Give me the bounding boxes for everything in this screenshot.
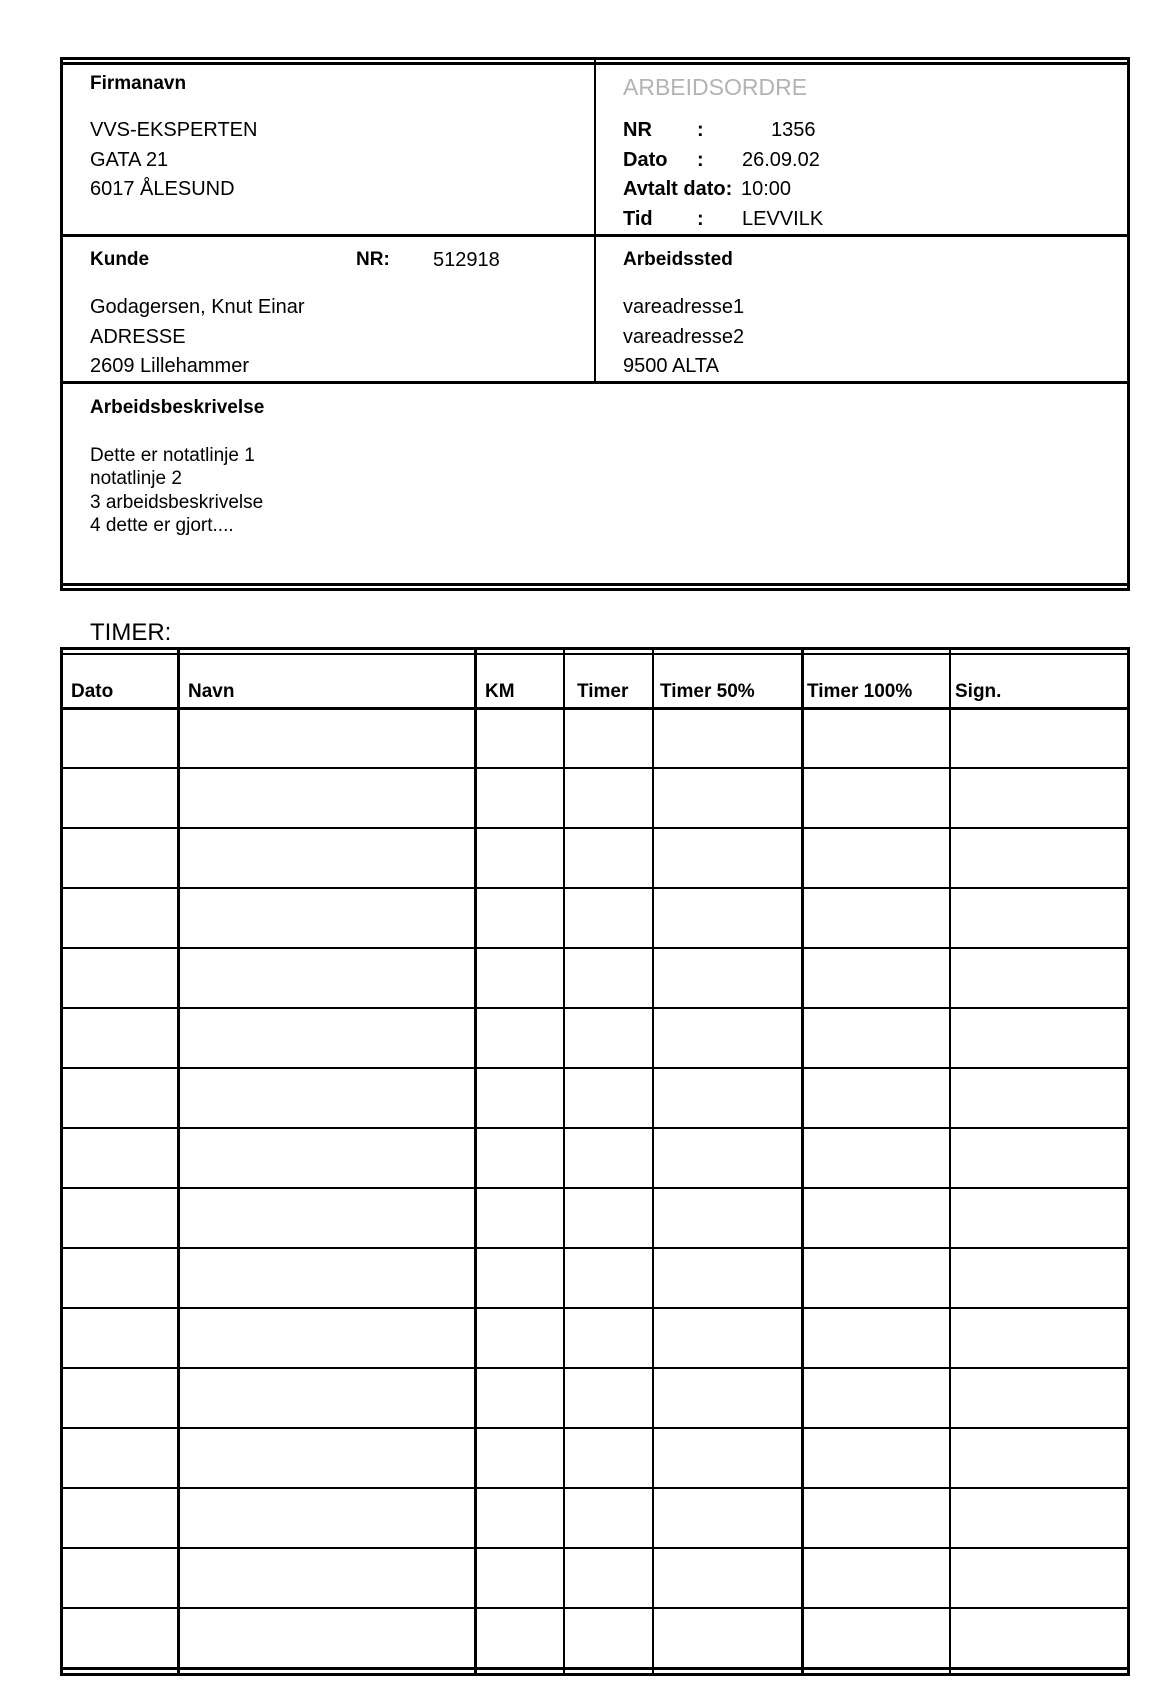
table-cell <box>477 1310 563 1366</box>
table-cell <box>477 1130 563 1186</box>
table-cell <box>477 890 563 946</box>
customer-line: ADRESSE <box>90 326 186 348</box>
table-cell <box>180 1610 474 1666</box>
table-cell <box>804 830 949 886</box>
table-cell <box>655 830 801 886</box>
worksite-line: 9500 ALTA <box>623 355 719 377</box>
table-cell <box>63 710 177 766</box>
table-cell <box>477 1010 563 1066</box>
order-nr-value: 1356 <box>771 119 816 141</box>
table-cell <box>804 1010 949 1066</box>
table-cell <box>180 1130 474 1186</box>
table-cell <box>655 1550 801 1606</box>
divider <box>60 647 1130 650</box>
table-cell <box>180 1550 474 1606</box>
order-time-value: LEVVILK <box>742 208 824 230</box>
table-row <box>60 887 1130 947</box>
table-row <box>60 827 1130 887</box>
table-row <box>60 1307 1130 1367</box>
order-field-label: NR <box>623 119 652 141</box>
table-cell <box>655 1250 801 1306</box>
order-field-label: Avtalt dato: <box>623 178 733 200</box>
table-cell <box>566 1550 652 1606</box>
table-cell <box>804 1070 949 1126</box>
order-field-sep: : <box>697 119 704 141</box>
description-heading: Arbeidsbeskrivelse <box>90 397 265 418</box>
order-appointment-value: 10:00 <box>741 178 792 200</box>
column-header: Navn <box>188 681 235 702</box>
table-cell <box>655 1010 801 1066</box>
worksite-line: vareadresse2 <box>623 326 745 348</box>
column-header: Dato <box>71 681 114 702</box>
table-cell <box>180 890 474 946</box>
table-cell <box>655 1370 801 1426</box>
table-cell <box>804 1550 949 1606</box>
order-date-value: 26.09.02 <box>742 149 820 171</box>
table-cell <box>804 1430 949 1486</box>
table-cell <box>655 950 801 1006</box>
column-header: KM <box>485 681 515 702</box>
order-field-sep: : <box>697 149 704 171</box>
table-cell <box>804 710 949 766</box>
table-row <box>60 767 1130 827</box>
table-cell <box>952 770 1127 826</box>
table-cell <box>477 1610 563 1666</box>
table-cell <box>477 710 563 766</box>
description-line: notatlinje 2 <box>90 468 182 489</box>
table-cell <box>655 1610 801 1666</box>
table-cell <box>655 1430 801 1486</box>
table-row <box>60 947 1130 1007</box>
table-cell <box>804 1370 949 1426</box>
timer-label: TIMER: <box>90 619 172 646</box>
table-cell <box>566 1370 652 1426</box>
table-cell <box>952 1550 1127 1606</box>
table-cell <box>804 1490 949 1546</box>
table-cell <box>566 710 652 766</box>
table-row <box>60 1007 1130 1067</box>
table-cell <box>477 830 563 886</box>
column-header: Sign. <box>955 681 1002 702</box>
table-cell <box>477 1370 563 1426</box>
company-line: 6017 ÅLESUND <box>90 178 235 200</box>
divider <box>60 653 1130 655</box>
table-row <box>60 707 1130 767</box>
table-cell <box>477 1490 563 1546</box>
table-cell <box>804 890 949 946</box>
customer-line: Godagersen, Knut Einar <box>90 296 305 318</box>
table-cell <box>477 950 563 1006</box>
table-cell <box>477 1250 563 1306</box>
table-cell <box>63 770 177 826</box>
table-cell <box>655 1130 801 1186</box>
table-cell <box>180 1490 474 1546</box>
table-cell <box>63 1130 177 1186</box>
divider <box>594 57 596 384</box>
table-cell <box>566 950 652 1006</box>
table-cell <box>63 1310 177 1366</box>
table-cell <box>804 1130 949 1186</box>
table-cell <box>804 770 949 826</box>
table-cell <box>180 1010 474 1066</box>
table-cell <box>566 1310 652 1366</box>
table-cell <box>477 1550 563 1606</box>
divider <box>60 1673 1130 1676</box>
table-cell <box>180 950 474 1006</box>
worksite-heading: Arbeidssted <box>623 249 733 270</box>
table-cell <box>952 830 1127 886</box>
table-cell <box>566 1430 652 1486</box>
customer-heading: Kunde <box>90 249 150 270</box>
table-row <box>60 1187 1130 1247</box>
table-cell <box>180 1310 474 1366</box>
table-cell <box>566 1250 652 1306</box>
table-cell <box>952 710 1127 766</box>
table-cell <box>952 1130 1127 1186</box>
company-line: GATA 21 <box>90 149 169 171</box>
worksite-line: vareadresse1 <box>623 296 745 318</box>
table-row <box>60 1247 1130 1307</box>
table-cell <box>804 1250 949 1306</box>
table-cell <box>180 770 474 826</box>
order-title: ARBEIDSORDRE <box>623 74 808 100</box>
table-cell <box>655 1490 801 1546</box>
table-cell <box>63 1010 177 1066</box>
table-cell <box>952 1310 1127 1366</box>
table-cell <box>566 890 652 946</box>
table-cell <box>655 710 801 766</box>
table-cell <box>566 830 652 886</box>
description-line: Dette er notatlinje 1 <box>90 445 255 466</box>
column-header: Timer 100% <box>807 681 913 702</box>
table-cell <box>63 830 177 886</box>
table-cell <box>180 1370 474 1426</box>
table-cell <box>477 1190 563 1246</box>
divider <box>60 234 1130 237</box>
table-cell <box>655 770 801 826</box>
divider <box>60 381 1130 384</box>
table-cell <box>63 1070 177 1126</box>
table-cell <box>180 1430 474 1486</box>
divider <box>60 57 63 590</box>
divider <box>1127 57 1130 590</box>
table-cell <box>566 1490 652 1546</box>
divider <box>60 583 1130 586</box>
table-cell <box>63 1550 177 1606</box>
table-cell <box>63 1370 177 1426</box>
table-cell <box>952 1250 1127 1306</box>
table-cell <box>63 1430 177 1486</box>
divider <box>60 588 1130 591</box>
description-line: 4 dette er gjort.... <box>90 515 234 536</box>
table-cell <box>63 950 177 1006</box>
table-cell <box>566 1190 652 1246</box>
table-cell <box>655 890 801 946</box>
table-cell <box>566 1610 652 1666</box>
table-cell <box>180 1250 474 1306</box>
table-cell <box>952 1010 1127 1066</box>
table-cell <box>804 1610 949 1666</box>
table-cell <box>566 770 652 826</box>
table-cell <box>180 830 474 886</box>
table-cell <box>952 1070 1127 1126</box>
table-row <box>60 1127 1130 1187</box>
table-cell <box>804 1190 949 1246</box>
table-row <box>60 1547 1130 1607</box>
table-cell <box>566 1130 652 1186</box>
table-cell <box>63 1250 177 1306</box>
table-cell <box>655 1310 801 1366</box>
customer-nr-label: NR: <box>356 249 390 270</box>
table-cell <box>63 1190 177 1246</box>
table-cell <box>804 950 949 1006</box>
table-cell <box>655 1070 801 1126</box>
table-cell <box>477 1430 563 1486</box>
customer-line: 2609 Lillehammer <box>90 355 249 377</box>
table-cell <box>180 1070 474 1126</box>
table-cell <box>477 770 563 826</box>
table-cell <box>655 1190 801 1246</box>
table-cell <box>566 1010 652 1066</box>
company-heading: Firmanavn <box>90 73 187 94</box>
table-cell <box>180 1190 474 1246</box>
order-field-label: Tid <box>623 208 653 230</box>
table-row <box>60 1067 1130 1127</box>
table-cell <box>63 890 177 946</box>
table-cell <box>952 1370 1127 1426</box>
table-cell <box>952 890 1127 946</box>
description-line: 3 arbeidsbeskrivelse <box>90 492 264 513</box>
table-row <box>60 1367 1130 1427</box>
table-cell <box>804 1310 949 1366</box>
divider <box>60 1667 1130 1670</box>
company-line: VVS-EKSPERTEN <box>90 119 258 141</box>
order-field-label: Dato <box>623 149 668 171</box>
table-cell <box>566 1070 652 1126</box>
table-cell <box>952 1610 1127 1666</box>
table-cell <box>952 1190 1127 1246</box>
table-cell <box>63 1490 177 1546</box>
table-cell <box>952 950 1127 1006</box>
table-cell <box>180 710 474 766</box>
table-row <box>60 1487 1130 1547</box>
table-row <box>60 1427 1130 1487</box>
customer-nr-value: 512918 <box>433 249 500 271</box>
table-cell <box>477 1070 563 1126</box>
table-row <box>60 1607 1130 1667</box>
order-field-sep: : <box>697 208 704 230</box>
column-header: Timer <box>577 681 629 702</box>
table-cell <box>63 1610 177 1666</box>
table-cell <box>952 1430 1127 1486</box>
column-header: Timer 50% <box>660 681 755 702</box>
table-cell <box>952 1490 1127 1546</box>
